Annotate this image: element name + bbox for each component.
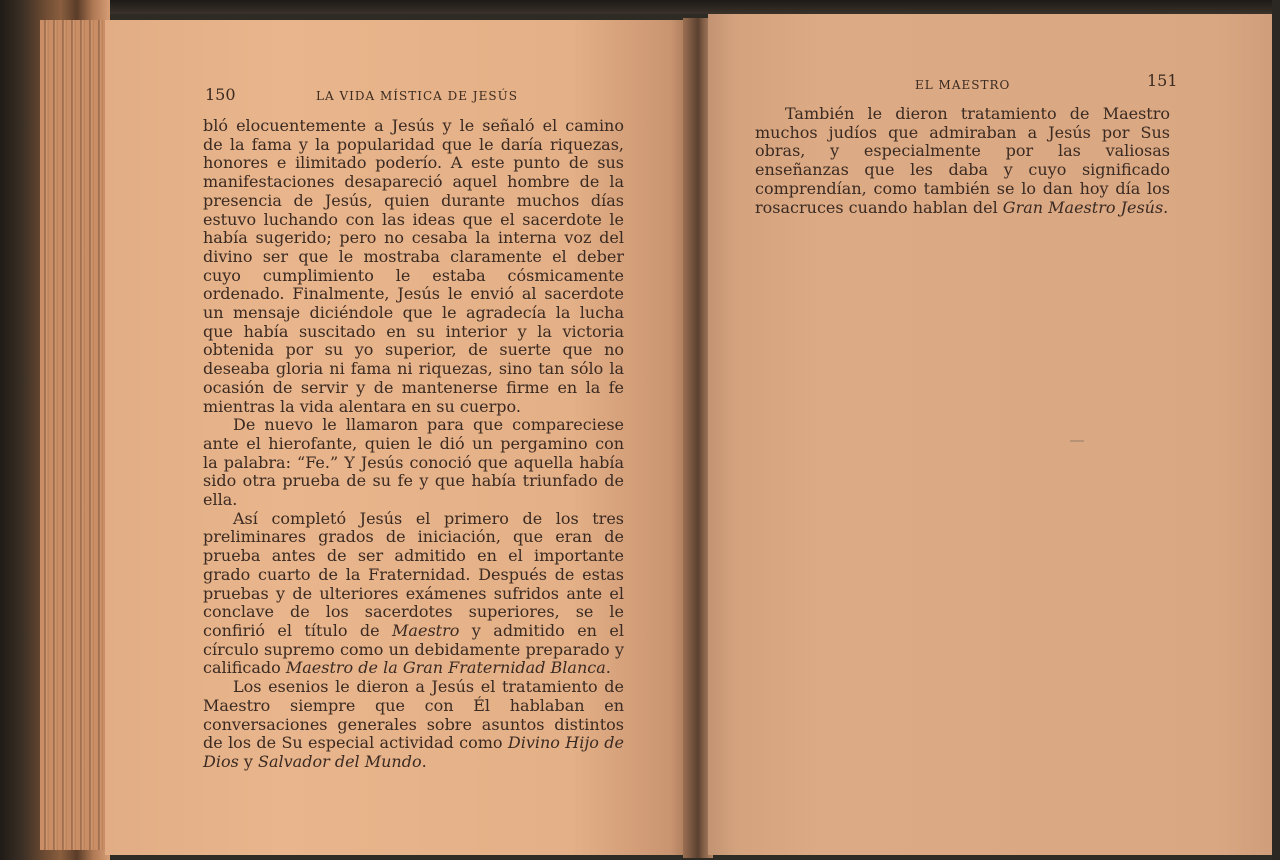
paragraph-4-part-b: y	[238, 751, 259, 771]
paragraph-3-part-c: .	[605, 658, 611, 678]
right-paragraph-part-a: También le dieron tratamiento de Maestro muchos judíos que admiraban a Jesús por Sus obras, y especialmente por las valiosas enseñanzas que les daba y cuyo significado comprendían, como también se lo dan hoy día los rosacruces cuando hablan del	[755, 104, 1170, 217]
right-paragraph-part-b: .	[1163, 197, 1169, 217]
paragraph-3	[203, 510, 624, 678]
page-blemish	[1070, 440, 1084, 442]
paragraph-3-italic-b: Maestro de la Gran Fraternidad Blanca	[285, 658, 606, 678]
right-page-number: 151	[1147, 71, 1178, 90]
page-stack-edge	[40, 20, 112, 850]
paragraph-1: bló elocuentemente a Jesús y le señaló el camino de la fama y la popularidad que le daría riquezas, honores e ilimitado poderío. A este punto de sus manifestaciones desapareció aquel hombre de la presencia de Jesús, quien durante muchos días estuvo luchando con las ideas que el sacerdote le había sugerido; pero no cesaba la interna voz del divino ser que le mostraba claramente el deber cuyo cumplimiento le estaba cósmicamente ordenado. Finalmente, Jesús le envió al sacerdote un mensaje diciéndole que le agradecía la lucha que había suscitado en su interior y la victoria obtenida por su yo superior, de suerte que no deseaba gloria ni fama ni riquezas, sino tan sólo la ocasión de servir y de mantenerse firme en la fe mientras la vida alentara en su cuerpo.	[203, 116, 624, 416]
paragraph-4-part-a: Los esenios le dieron a Jesús el tratamiento de Maestro siempre que con Él hablaban en conversaciones generales sobre asuntos distintos de los de Su especial actividad como	[203, 677, 624, 753]
paragraph-2: De nuevo le llamaron para que compareciese ante el hierofante, quien le dió un pergamino con la palabra: “Fe.” Y Jesús conoció que aquella había sido otra prueba de su fe y que había triunfado de ella.	[203, 415, 624, 510]
left-page-number: 150	[205, 85, 236, 104]
paragraph-4-italic-a: Divino Hijo de Dios	[203, 733, 624, 771]
paragraph-4-part-c: .	[421, 751, 427, 771]
right-running-head: EL MAESTRO	[915, 78, 1011, 92]
paragraph-4	[203, 678, 624, 772]
paragraph-4-italic-b: Salvador del Mundo	[258, 751, 422, 771]
paragraph-3-part-a: Así completó Jesús el primero de los tres preliminares grados de iniciación, que eran de prueba antes de ser admitido en el importante grado cuarto de la Fraternidad. Después de estas pruebas y de ulteriores exámenes sufridos ante el conclave de los sacerdotes superiores, se le confirió el título de	[203, 508, 624, 640]
right-page-body	[755, 105, 1170, 217]
right-paragraph-italic: Gran Maestro Jesús	[1002, 197, 1164, 217]
paragraph-3-italic-a: Maestro	[392, 620, 460, 640]
right-paragraph	[755, 105, 1170, 217]
paragraph-3-part-b: y admitido en el círculo supremo como un debidamente preparado y calificado	[203, 620, 624, 678]
book-top-edge	[0, 0, 1280, 14]
book-right-edge	[1272, 0, 1280, 860]
left-running-head: LA VIDA MÍSTICA DE JESÚS	[316, 89, 518, 103]
left-page-body	[203, 117, 624, 772]
